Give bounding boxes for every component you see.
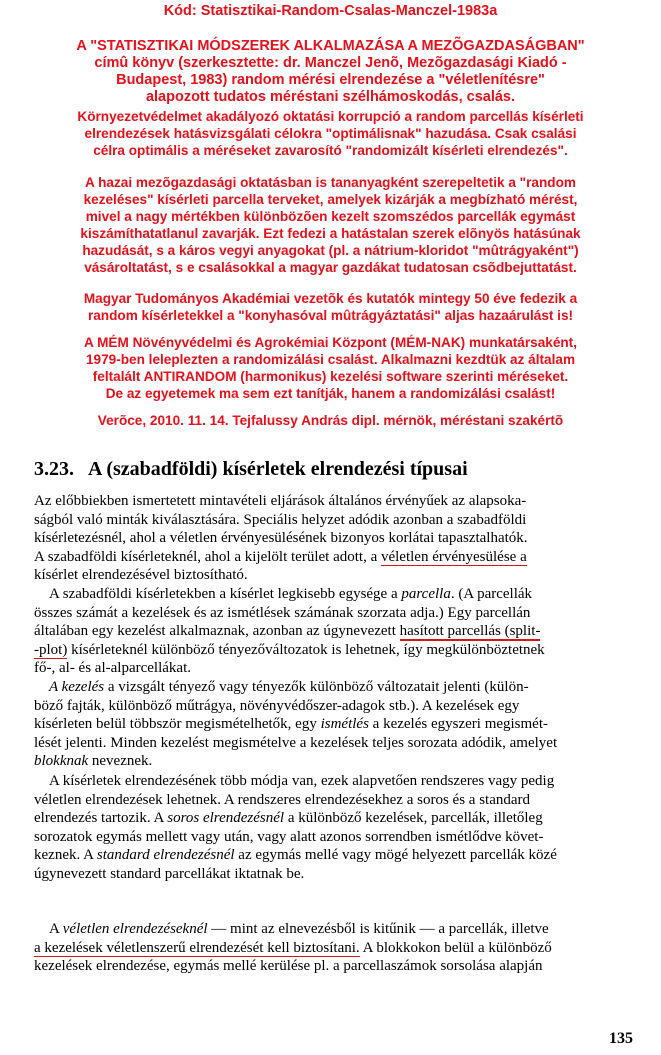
header-line: random kísérletekkel a "konyhasóval mûtrágyáztatási" aljas hazaárulást is! [87, 308, 574, 323]
text-segment: elrendezés tartozik. A [34, 810, 168, 827]
text-line [34, 752, 638, 771]
text-segment: A blokkokon belül a különböző [359, 939, 552, 956]
text-line [34, 846, 638, 865]
text-line: kezelések elrendezése, egymás mellé kerülése pl. a parcellaszámok sorsolása alapján [34, 958, 543, 975]
text-segment: neveznek. [88, 753, 153, 770]
header-line: De az egyetemek ma sem ezt tanítják, hanem a randomizálási csalást! [105, 386, 556, 401]
text-line: lését jelenti. Minden kezelést megismételve a kezelések teljes sorozata adódik, amelyet [34, 734, 558, 751]
header-line: A hazai mezõgazdasági oktatásban is tananyagként szerepeltetik a "random [85, 175, 576, 190]
header-line: kezeléses" kísérleti parcella terveket, amelyek kizárják a megbízható mérést, [83, 192, 578, 207]
text-line: kísérlet elrendezésével biztosítható. [34, 567, 248, 584]
body-paragraph-4 [34, 772, 638, 884]
header-line: címû könyv (szerkesztette: dr. Manczel Jenõ, Mezõgazdasági Kiadó - [94, 55, 567, 71]
text-line [34, 809, 638, 828]
text-line [34, 641, 638, 660]
document-code [0, 3, 661, 20]
body-paragraph-5 [34, 920, 638, 976]
text-line: fő-, al- és al-alparcellákat. [34, 660, 191, 677]
text-segment: a vizsgált tényező vagy tényezők különböző változatait jelenti (külön- [104, 679, 529, 695]
text-segment: általában egy kezelést alkalmaznak, azonban az úgynevezett [34, 623, 400, 640]
text-line [34, 715, 638, 734]
text-line: véletlen elrendezések lehetnek. A rendszeres elrendezésekhez a soros és a standard [34, 791, 531, 808]
underlined-phrase: -plot) [34, 641, 68, 658]
header-line: mivel a nagy mértékben különbözõen kezelt szomszédos parcellák egymást [85, 209, 576, 224]
text-line: Az előbbiekben ismertetett mintavételi eljárások általános érvényűek az alapsoka- [34, 493, 527, 509]
text-segment: keznek. A [34, 847, 97, 864]
header-line: Budapest, 1983) random mérési elrendezése a "véletlenítésre" [116, 72, 545, 88]
text-segment: A szabadföldi kísérleteknél, ahol a kijelölt terület adott, a [34, 548, 381, 565]
italic-term: parcella [401, 586, 451, 602]
header-paragraph-1 [0, 38, 661, 106]
header-line: hazudását, s a káros vegyi anyagokat (pl. a nátrium-kloridot "mûtrágyaként") [82, 243, 579, 258]
header-line: Környezetvédelmet akadályozó oktatási korrupció a random parcellás kísérleti [77, 109, 584, 124]
underlined-phrase: véletlen érvényesülése a [380, 548, 527, 565]
header-line: vásároltatást, s e csalásokkal a magyar gazdákat tudatosan csõdbejuttatást. [84, 260, 577, 275]
signature [0, 412, 661, 429]
text-segment: A [49, 921, 63, 937]
italic-term: blokknak [34, 753, 89, 770]
header-line: alapozott tudatos méréstani szélhámoskodás, csalás. [145, 89, 516, 105]
header-line: Magyar Tudományos Akadémiai vezetõk és kutatók mintegy 50 éve fedezik a [83, 291, 578, 306]
text-line [34, 920, 638, 939]
text-segment: A szabadföldi kísérletekben a kísérlet legkisebb egysége a [49, 586, 402, 602]
text-segment: kísérleteknél különböző tényezőváltozatok is lehetnek, így megkülönböztetnek [67, 641, 545, 658]
body-paragraph-3 [34, 678, 638, 771]
text-line: ságból való minták kiválasztására. Speciális helyzet adódik azonban a szabadföldi [34, 511, 527, 528]
text-line [34, 678, 638, 697]
header-paragraph-4 [0, 290, 661, 324]
text-line [34, 622, 638, 641]
header-line: elrendezések hatásvizsgálati célokra "optimálisnak" hazudása. Csak csalási [84, 126, 577, 141]
text-line [34, 548, 638, 567]
text-line: böző fajták, különböző műtrágya, növényvédőszer-adagok stb.). A kezelések egy [34, 697, 520, 714]
code-line: Kód: Statisztikai-Random-Csalas-Manczel-1983a [163, 3, 498, 19]
text-segment: — mint az elnevezésből is kitűnik — a parcellák, illetve [207, 921, 549, 937]
section-number: 3.23. [34, 458, 74, 480]
header-line: 1979-ben leleplezten a randomizálási csalást. Alkalmazni kezdtük az általam [85, 352, 576, 367]
text-line: úgynevezett standard parcellákat iktatnak be. [34, 865, 305, 882]
underlined-phrase: a kezelések véletlenszerű elrendezését kell biztosítani. [34, 939, 360, 956]
section-title [34, 458, 468, 481]
italic-term: véletlen elrendezéseknél [62, 921, 208, 937]
body-paragraph-1 [34, 492, 638, 585]
header-line: A "STATISZTIKAI MÓDSZEREK ALKALMAZÁSA A MEZÕGAZDASÁGBAN" [76, 38, 585, 54]
header-line: kiszámíthatatlanul zavarják. Ezt fedezi a hatástalan szerek elõnyös hatásúnak [80, 226, 581, 241]
italic-term: soros elrendezésnél [167, 810, 285, 827]
text-line: összes számát a kezelések és az ismétlések számának szorzata adja.) Egy parcellán [34, 604, 531, 621]
italic-term: ismétlés [320, 716, 369, 733]
text-segment: kísérleten belül többször megismételhetők, egy [34, 716, 321, 733]
signature-line: Verõce, 2010. 11. 14. Tejfalussy András dipl. mérnök, méréstani szakértõ [97, 413, 564, 428]
section-title-text: A (szabadföldi) kísérletek elrendezési típusai [88, 458, 468, 480]
italic-term: A kezelés [49, 679, 105, 695]
text-segment: az egymás mellé vagy mögé helyezett parcellák közé [234, 847, 557, 864]
page-number: 135 [609, 1030, 633, 1047]
text-segment: a különböző kezelések, parcellák, illetőleg [284, 810, 543, 827]
header-paragraph-5 [0, 334, 661, 402]
text-line [34, 772, 638, 791]
text-segment: . (A parcellák [450, 586, 533, 602]
text-segment: a kezelés egyszeri megismét- [368, 716, 549, 733]
header-line: feltalált ANTIRANDOM (harmonikus) kezelési software szerinti méréseket. [92, 369, 569, 384]
text-line: kísérletezésnél, ahol a véletlen érvényesülésének bizonyos korlátai tapasztalhatók. [34, 530, 528, 547]
text-line: sorozatok egymás mellett vagy után, vagy alatt azonos sorrendben ismétlődve követ- [34, 828, 544, 845]
header-line: A MÉM Növényvédelmi és Agrokémiai Központ (MÉM-NAK) munkatársaként, [84, 335, 577, 350]
underlined-phrase: hasított parcellás (split- [399, 623, 541, 640]
body-paragraph-2 [34, 585, 638, 678]
header-paragraph-2 [0, 108, 661, 159]
text-line [34, 939, 638, 958]
text-line [34, 585, 638, 604]
text-segment: A kísérletek elrendezésének több módja van, ezek alapvetően rendszeres vagy pedig [49, 773, 555, 789]
italic-term: standard elrendezésnél [96, 847, 235, 864]
header-line: célra optimális a méréseket zavarosító "randomizált kísérleti elrendezés". [93, 143, 568, 158]
header-paragraph-3 [0, 174, 661, 276]
